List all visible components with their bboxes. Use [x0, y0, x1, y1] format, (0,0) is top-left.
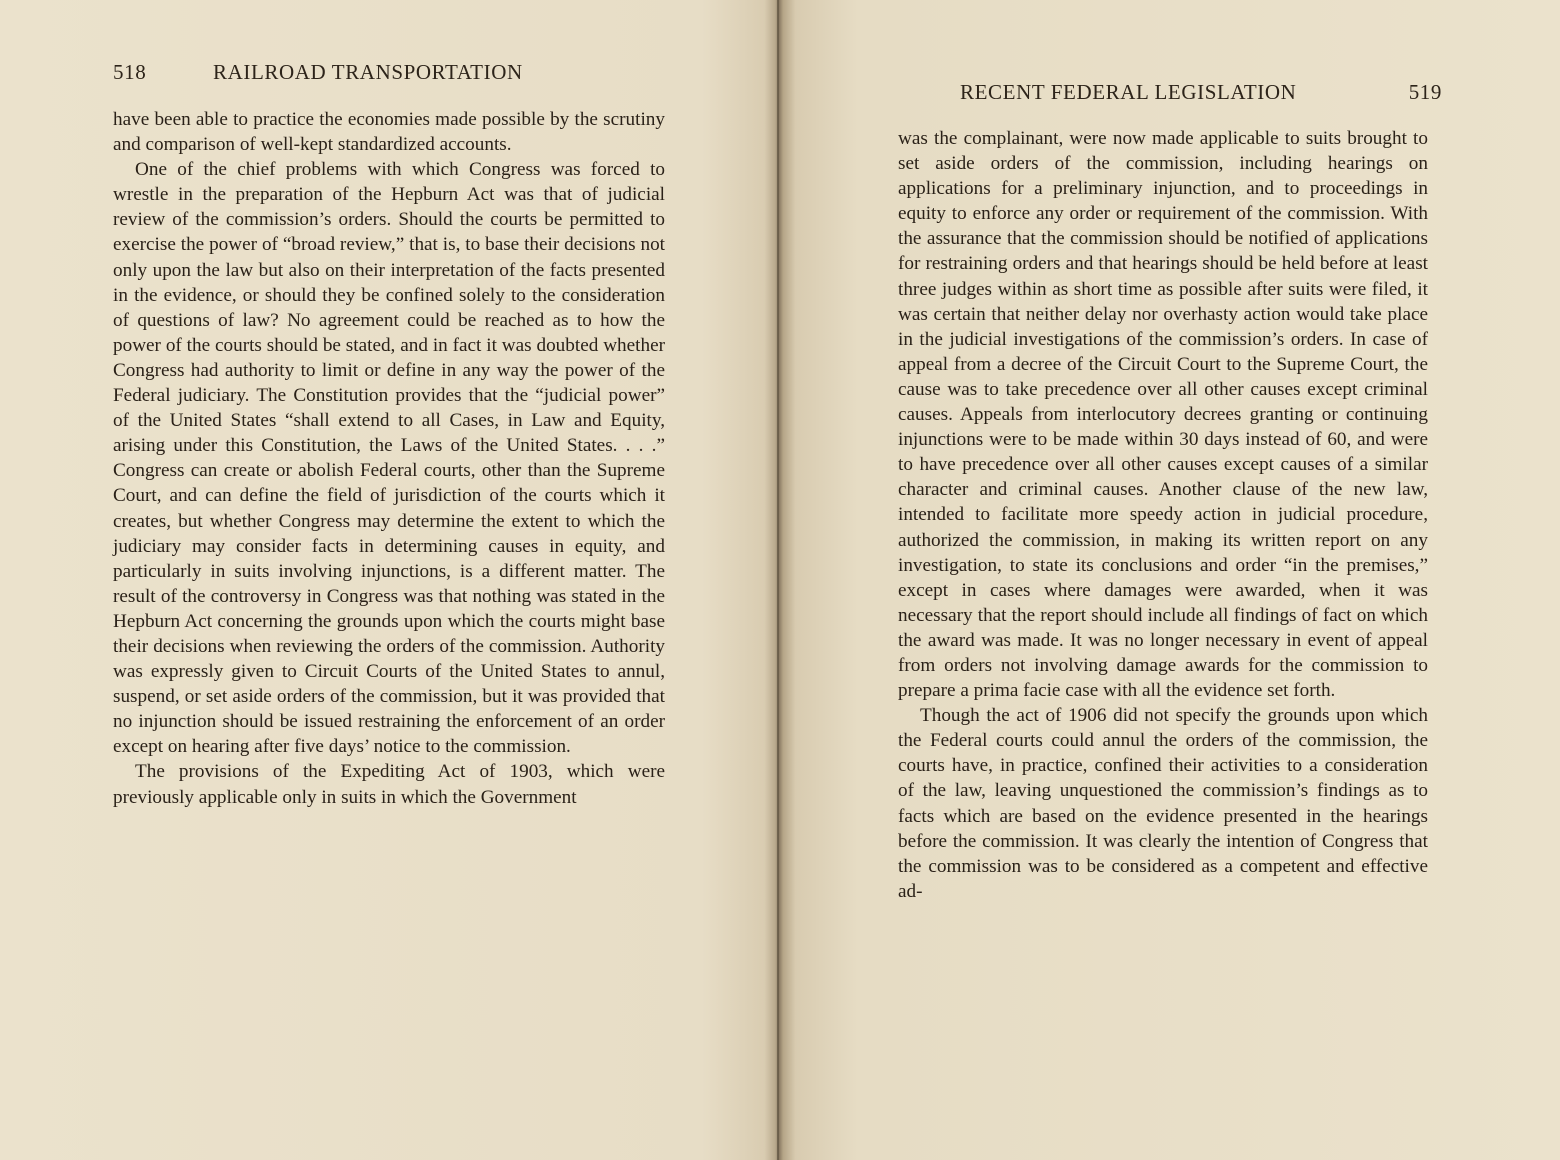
running-head-title: RAILROAD TRANSPORTATION	[213, 60, 523, 84]
right-page	[780, 0, 1560, 1160]
paragraph: have been able to practice the economies made possible by the scrutiny and comparison of well-kept standardized accounts.	[113, 109, 665, 156]
paragraph: Though the act of 1906 did not specify the grounds upon which the Federal courts could annul the orders of the commission, the courts have, in practice, confined their activities to a consideration of the law, leaving unquestioned the commission’s findings as to facts which are based on the evidence presented in the hearings before the commission. It was clearly the intention of Congress that the commission was to be considered as a competent and effective ad-	[898, 705, 1428, 902]
running-head-title: RECENT FEDERAL LEGISLATION	[960, 80, 1297, 104]
paragraph: The provisions of the Expediting Act of 1903, which were previously applicable only in suits in which the Government	[113, 761, 665, 808]
paragraph: One of the chief problems with which Congress was forced to wrestle in the preparation of the Hepburn Act was that of judicial review of the commission’s orders. Should the courts be permitted to exercise the power of “broad review,” that is, to base their decisions not only upon the law but also on their interpretation of the facts presented in the evidence, or should they be confined solely to the consideration of questions of law? No agreement could be reached as to how the power of the courts should be stated, and in fact it was doubted whether Congress had authority to limit or define in any way the power of the Federal judiciary. The Constitution provides that the “judicial power” of the United States “shall extend to all Cases, in Law and Equity, arising under this Constitution, the Laws of the United States. . . .” Congress can create or abolish Federal courts, other than the Supreme Court, and can define the field of jurisdiction of the courts which it creates, but whether Congress may determine the extent to which the judiciary may consider facts in determining causes in equity, and particularly in suits involving injunctions, is a different matter. The result of the controversy in Congress was that nothing was stated in the Hepburn Act concerning the grounds upon which the courts might base their decisions when reviewing the orders of the commission. Authority was expressly given to Circuit Courts of the United States to annul, suspend, or set aside orders of the commission, but it was provided that no injunction should be issued restraining the enforcement of an order except on hearing after five days’ notice to the commission.	[113, 159, 665, 758]
page-number: 518	[113, 60, 147, 84]
book-gutter	[777, 0, 779, 1160]
page-number: 519	[1408, 80, 1442, 104]
right-body-text	[898, 126, 1428, 904]
left-body-text	[113, 107, 665, 810]
paragraph: was the complainant, were now made applicable to suits brought to set aside orders of the commission, including hearings on applications for a preliminary injunction, and to proceedings in equity to enforce any order or requirement of the commission. With the assurance that the commission should be notified of applications for restraining orders and that hearings should be held before at least three judges within as short time as possible after suits were filed, it was certain that neither delay nor overhasty action would take place in the judicial investigations of the commission’s orders. In case of appeal from a decree of the Circuit Court to the Supreme Court, the cause was to take precedence over all other causes except criminal causes. Appeals from interlocutory decrees granting or continuing injunctions were to be made within 30 days instead of 60, and were to have precedence over all other causes except causes of a similar character and criminal causes. Another clause of the new law, intended to facilitate more speedy action in judicial procedure, authorized the commission, in making its written report on any investigation, to state its conclusions and order “in the premises,” except in cases where damages were awarded, when it was necessary that the report should include all findings of fact on which the award was made. It was no longer necessary in event of appeal from orders not involving damage awards for the commission to prepare a prima facie case with all the evidence set forth.	[898, 128, 1428, 702]
